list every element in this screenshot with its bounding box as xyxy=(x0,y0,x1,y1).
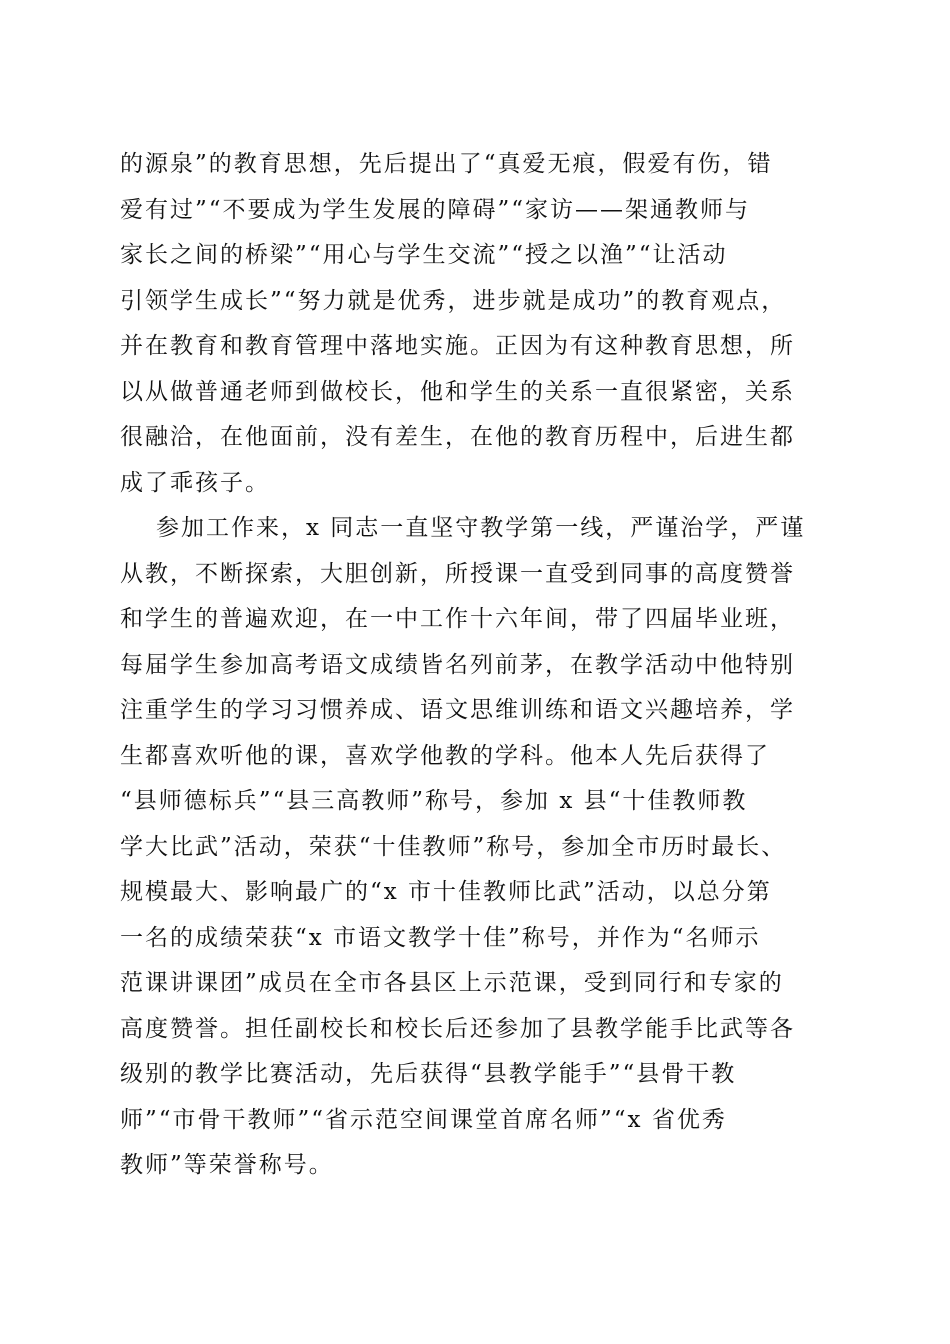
text-line: 生都喜欢听他的课，喜欢学他教的学科。他本人先后获得了 xyxy=(120,742,770,769)
text-line: “县师德标兵”“县三高教师”称号，参加 x 县“十佳教师教 xyxy=(120,788,748,814)
text-line: 的源泉”的教育思想，先后提出了“真爱无痕，假爱有伤，错 xyxy=(120,151,773,177)
text-line: 范课讲课团”成员在全市各县区上示范课，受到同行和专家的 xyxy=(120,970,784,996)
text-line: 家长之间的桥梁”“用心与学生交流”“授之以渔”“让活动 xyxy=(120,242,728,268)
text-line: 以从做普通老师到做校长，他和学生的关系一直很紧密，关系 xyxy=(120,378,795,405)
text-line: 每届学生参加高考语文成绩皆名列前茅，在教学活动中他特别 xyxy=(120,651,795,678)
paragraph-2 xyxy=(120,506,840,1189)
text-line: 注重学生的学习习惯养成、语文思维训练和语文兴趣培养，学 xyxy=(120,697,795,723)
text-line: 并在教育和教育管理中落地实施。正因为有这种教育思想，所 xyxy=(120,333,795,359)
text-line: 爱有过”“不要成为学生发展的障碍”“家访——架通教师与 xyxy=(120,196,751,223)
text-line: 教师”等荣誉称号。 xyxy=(120,1152,334,1178)
text-line: 从教，不断探索，大胆创新，所授课一直受到同事的高度赞誉 xyxy=(120,560,795,587)
paragraph-1 xyxy=(120,142,840,506)
text-line: 成了乖孩子。 xyxy=(120,469,270,496)
text-line: 高度赞誉。担任副校长和校长后还参加了县教学能手比武等各 xyxy=(120,1015,795,1042)
document-body xyxy=(120,142,840,1189)
text-line: 参加工作来，x 同志一直坚守教学第一线，严谨治学，严谨 xyxy=(156,515,806,541)
text-line: 引领学生成长”“努力就是优秀，进步就是成功”的教育观点， xyxy=(120,287,787,314)
text-line: 一名的成绩荣获“x 市语文教学十佳”称号，并作为“名师示 xyxy=(120,924,761,951)
text-line: 学大比武”活动，荣获“十佳教师”称号，参加全市历时最长、 xyxy=(120,833,787,860)
text-line: 规模最大、影响最广的“x 市十佳教师比武”活动，以总分第 xyxy=(120,879,772,905)
text-line: 师”“市骨干教师”“省示范空间课堂首席名师”“x 省优秀 xyxy=(120,1106,727,1133)
text-line: 很融洽，在他面前，没有差生，在他的教育历程中，后进生都 xyxy=(120,424,795,450)
text-line: 级别的教学比赛活动，先后获得“县教学能手”“县骨干教 xyxy=(120,1061,737,1087)
text-line: 和学生的普遍欢迎，在一中工作十六年间，带了四届毕业班， xyxy=(120,606,795,632)
